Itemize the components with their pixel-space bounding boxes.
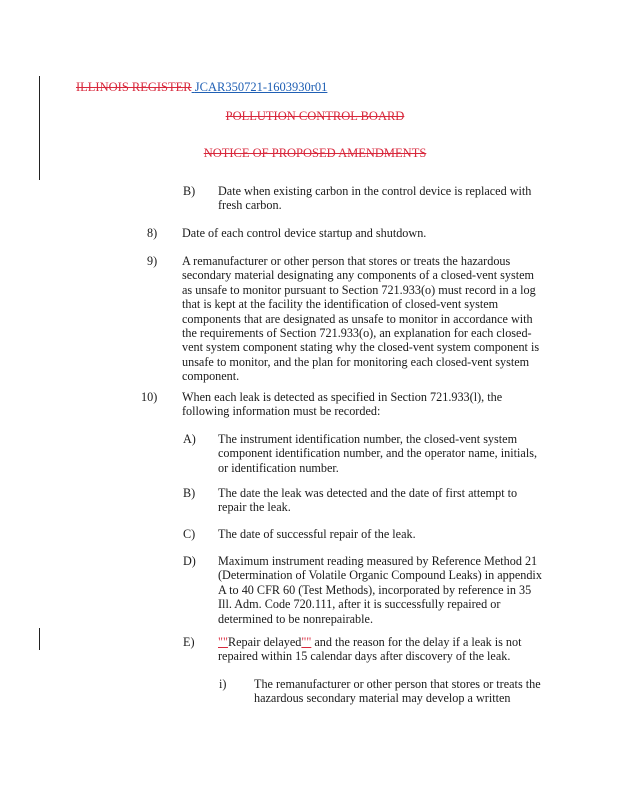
item-text: When each leak is detected as specified in Section 721.933(l), the following information must be recorded: [182, 390, 503, 419]
item-text: Maximum instrument reading measured by Reference Method 21 (Determination of Volatile Organic Compound Leaks) in appendix A to 40 CFR 60 (Test Methods), incorporated by reference in 35 Ill. Adm. Code 720.111, after it is successfully repaired or determined to be nonrepairable. [218, 554, 542, 626]
item-text [218, 635, 548, 664]
item-label: D) [183, 554, 196, 568]
item-text: Date of each control device startup and shutdown. [182, 226, 427, 240]
change-bar-top [39, 76, 40, 180]
repair-delayed-rest: and the reason for the delay if a leak is not repaired within 15 calendar days after discovery of the leak. [218, 635, 522, 664]
item-text: The date the leak was detected and the date of first attempt to repair the leak. [218, 486, 518, 515]
item-label: 9) [147, 254, 158, 268]
board-name: POLLUTION CONTROL BOARD [225, 109, 405, 123]
repair-delayed-phrase: Repair delayed [227, 635, 302, 649]
item-text: Date when existing carbon in the control device is replaced with fresh carbon. [218, 184, 532, 213]
item-label: B) [183, 486, 196, 500]
item-text: The remanufacturer or other person that stores or treats the hazardous secondary material may develop a written [254, 677, 541, 706]
item-label: 10) [141, 390, 158, 404]
change-bar-bottom [39, 628, 40, 650]
quote-close: "" [301, 635, 312, 649]
register-title-struck: ILLINOIS REGISTER [76, 80, 192, 94]
item-label: E) [183, 635, 195, 649]
item-label: B) [183, 184, 196, 198]
item-label: 8) [147, 226, 158, 240]
item-text: A remanufacturer or other person that stores or treats the hazardous secondary material designating any components of a closed-vent system as unsafe to monitor pursuant to Section 721.933(o) must record in a log that is kept at the facility the identification of closed-vent system components that are designated as unsafe to monitor in accordance with the requirements of Section 721.933(o), an explanation for each closed-vent system component stating why the closed-vent system component is unsafe to monitor, and the plan for monitoring each closed-vent system component. [182, 254, 540, 384]
item-label: A) [183, 432, 196, 446]
notice-title: NOTICE OF PROPOSED AMENDMENTS [203, 146, 427, 160]
register-header [76, 80, 327, 95]
item-label: C) [183, 527, 196, 541]
item-label: i) [219, 677, 227, 691]
jcar-code: JCAR350721-1603930r01 [194, 80, 328, 94]
item-text: The instrument identification number, the closed-vent system component identification number, and the operator name, initials, or identification number. [218, 432, 537, 475]
item-text: The date of successful repair of the leak. [218, 527, 416, 541]
quote-open: "" [218, 635, 228, 649]
